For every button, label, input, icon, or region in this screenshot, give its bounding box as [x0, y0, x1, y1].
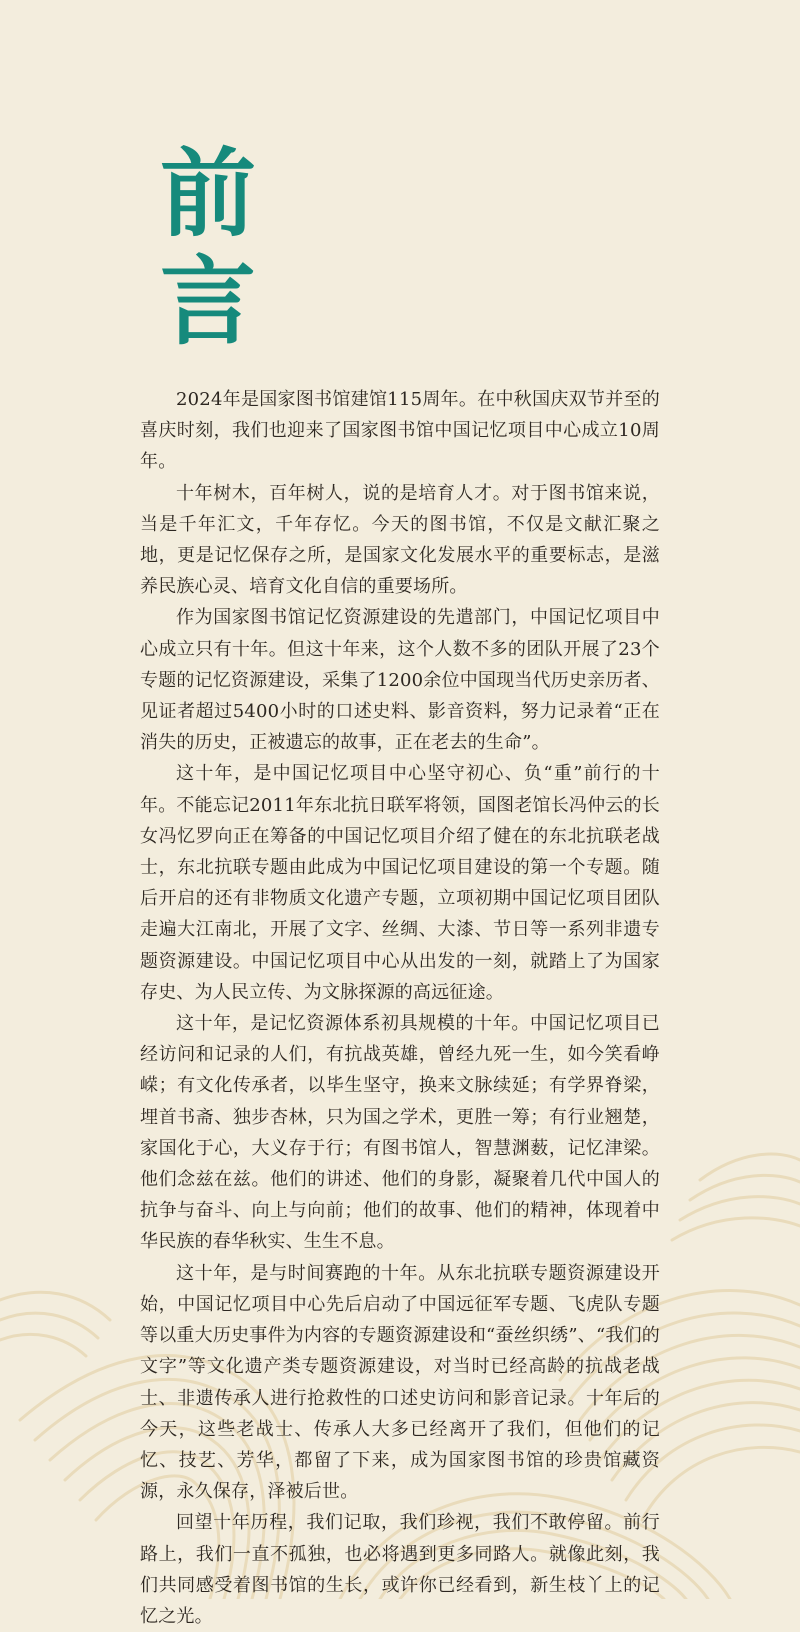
- paragraph-5: 这十年，是记忆资源体系初具规模的十年。中国记忆项目已经访问和记录的人们，有抗战英雄，曾经九死一生，如今笑看峥嵘；有文化传承者，以毕生坚守，换来文脉续延；有学界脊梁，埋首书斋、独步杏林，只为国之学术，更胜一筹；有行业翘楚，家国化于心，大义存于行；有图书馆人，智慧渊薮，记忆津梁。他们念兹在兹。他们的讲述、他们的身影，凝聚着几代中国人的抗争与奋斗、向上与向前；他们的故事、他们的精神，体现着中华民族的春华秋实、生生不息。: [140, 1013, 660, 1253]
- paragraph-4: 这十年，是中国记忆项目中心坚守初心、负“重”前行的十年。不能忘记2011年东北抗日联军将领，国图老馆长冯仲云的长女冯忆罗向正在筹备的中国记忆项目介绍了健在的东北抗联老战士，东北抗联专题由此成为中国记忆项目建设的第一个专题。随后开启的还有非物质文化遗产专题，立项初期中国记忆项目团队走遍大江南北，开展了文字、丝绸、大漆、节日等一系列非遗专题资源建设。中国记忆项目中心从出发的一刻，就踏上了为国家存史、为人民立传、为文脉探源的高远征途。: [140, 763, 660, 1003]
- title-char-yan: 言: [160, 246, 256, 358]
- paragraph-7: 回望十年历程，我们记取，我们珍视，我们不敢停留。前行路上，我们一直不孤独，也必将遇到更多同路人。就像此刻，我们共同感受着图书馆的生长，或许你已经看到，新生枝丫上的记忆之光。: [140, 1512, 660, 1627]
- page-title: [160, 140, 270, 356]
- paragraph-2: 十年树木，百年树人，说的是培育人才。对于图书馆来说，当是千年汇文，千年存忆。今天的图书馆，不仅是文献汇聚之地，更是记忆保存之所，是国家文化发展水平的重要标志，是滋养民族心灵、培育文化自信的重要场所。: [140, 482, 660, 598]
- paragraph-6: 这十年，是与时间赛跑的十年。从东北抗联专题资源建设开始，中国记忆项目中心先后启动了中国远征军专题、飞虎队专题等以重大历史事件为内容的专题资源建设和“蚕丝织绣”、“我们的文字”等文化遗产类专题资源建设，对当时已经高龄的抗战老战士、非遗传承人进行抢救性的口述史访问和影音记录。十年后的今天，这些老战士、传承人大多已经离开了我们，但他们的记忆、技艺、芳华，都留了下来，成为国家图书馆的珍贵馆藏资源，永久保存，泽被后世。: [140, 1262, 660, 1503]
- paragraph-1: 2024年是国家图书馆建馆115周年。在中秋国庆双节并至的喜庆时刻，我们也迎来了国家图书馆中国记忆项目中心成立10周年。: [140, 389, 660, 473]
- preface-body: [140, 384, 660, 1632]
- paragraph-3: 作为国家图书馆记忆资源建设的先遣部门，中国记忆项目中心成立只有十年。但这十年来，这个人数不多的团队开展了23个专题的记忆资源建设，采集了1200余位中国现当代历史亲历者、见证者超过5400小时的口述史料、影音资料，努力记录着“正在消失的历史，正被遗忘的故事，正在老去的生命”。: [140, 607, 660, 754]
- title-char-qian: 前: [160, 138, 256, 250]
